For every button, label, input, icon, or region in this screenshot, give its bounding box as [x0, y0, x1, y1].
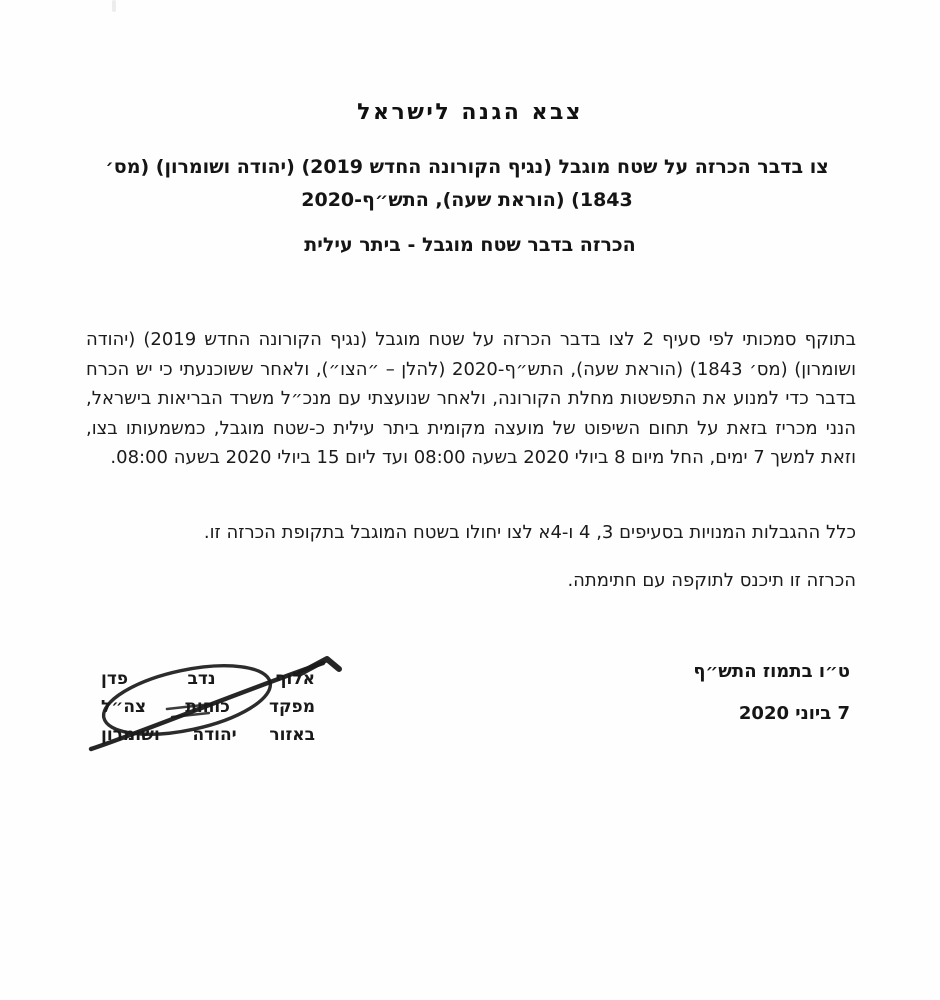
- signatory-region-word-3: ושומרון: [101, 725, 160, 745]
- idf-header: צבא הגנה לישראל: [357, 100, 583, 125]
- signatory-title-word-2: כוחות: [185, 697, 230, 717]
- signatory-first-name: נדב: [187, 669, 216, 689]
- signatory-name-row: [101, 669, 315, 697]
- gregorian-date: 7 ביוני 2020: [738, 703, 850, 724]
- signatory-region-row: [101, 725, 315, 753]
- signatory-last-name: פדן: [101, 669, 129, 689]
- declaration-heading: הכרזה בדבר שטח מוגבל - ביתר עילית: [304, 234, 636, 256]
- effective-date-paragraph: הכרזה זו תיכנס לתוקפה עם חתימתה.: [567, 570, 856, 591]
- signatory-title-word-3: צה״ל: [101, 697, 147, 717]
- signatory-title-row: [101, 697, 315, 725]
- order-title: צו בדבר הכרזה על שטח מוגבל (נגיף הקורונה החדש 2019) (יהודה ושומרון) (מס׳ 1843) (הוראת שעה), התש״ף-2020: [105, 156, 829, 211]
- date-block: [693, 661, 850, 724]
- signatory-rank: אלוף: [275, 669, 315, 689]
- signature-block: [101, 669, 315, 753]
- restrictions-paragraph: כלל ההגבלות המנויות בסעיפים 3, 4 ו-4א לצו יחולו בשטח המוגבל בתקופת הכרזה זו.: [203, 522, 856, 543]
- signatory-region-word-1: באזור: [269, 725, 315, 745]
- signatory-region-word-2: יהודה: [192, 725, 237, 745]
- signatory-title-word-1: מפקד: [269, 697, 315, 717]
- declaration-body-paragraph: בתוקף סמכותי לפי סעיף 2 לצו בדבר הכרזה על שטח מוגבל (נגיף הקורונה החדש 2019) (יהודה ושומרון) (מס׳ 1843) (הוראת שעה), התש״ף-2020 (להלן – ״הצו״), ולאחר ששוכנעתי כי יש הכרח בדבר כדי למנוע את התפשטות מחלת הקורונה, ולאחר שנועצתי עם מנכ״ל משרד הבריאות בישראל, הנני מכריז בזאת על תחום השיפוט של מועצה מקומית ביתר עילית כ-שטח מוגבל, כמשמעותו בצו, וזאת למשך 7 ימים, החל מיום 8 ביולי 2020 בשעה 08:00 ועד ליום 15 ביולי 2020 בשעה 08:00.: [86, 329, 857, 468]
- scan-smudge: [112, 0, 116, 12]
- hebrew-date: ט״ו בתמוז התש״ף: [693, 661, 850, 682]
